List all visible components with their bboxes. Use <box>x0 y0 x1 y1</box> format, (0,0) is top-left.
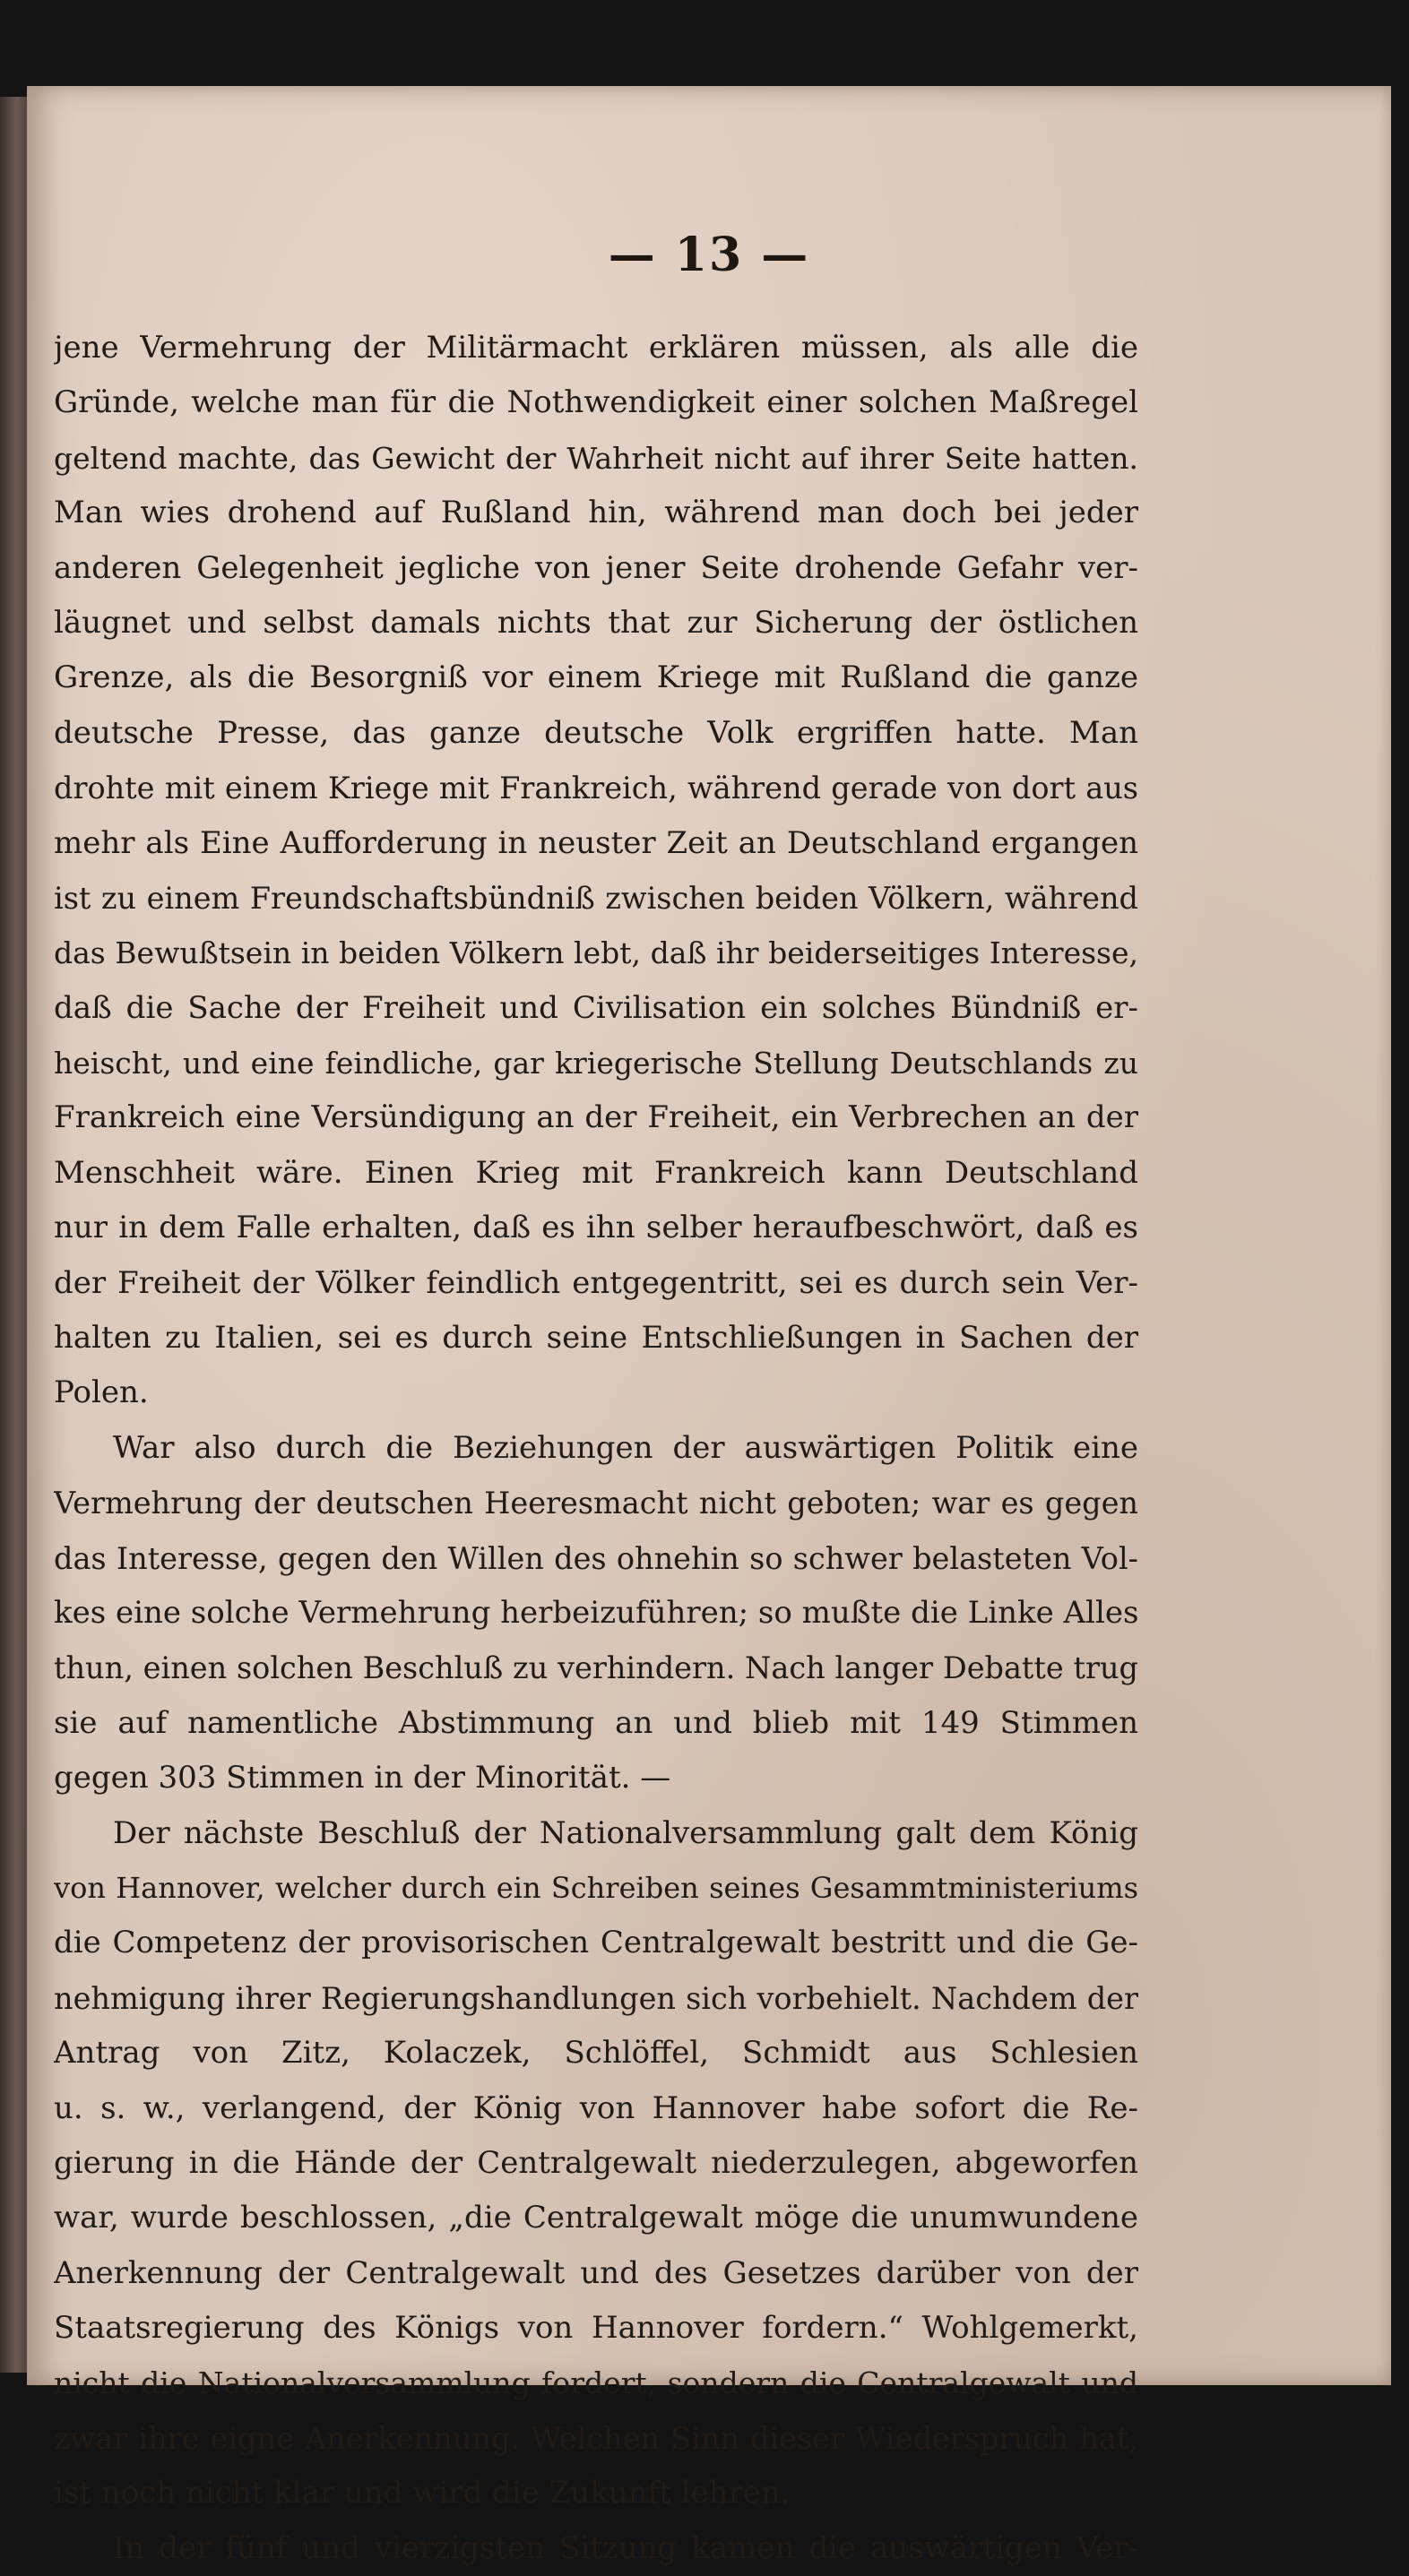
text-line: drohte mit einem Kriege mit Frankreich, während gerade von dort aus <box>54 771 1138 806</box>
text-line: anderen Gelegenheit jegliche von jener Seite drohende Gefahr ver- <box>54 549 1138 586</box>
text-line: Frankreich eine Versündigung an der Freiheit, ein Verbrechen an der <box>54 1099 1138 1136</box>
text-line: Grenze, als die Besorgniß vor einem Kriege mit Rußland die ganze <box>54 659 1138 696</box>
text-line: gegen 303 Stimmen in der Minorität. — <box>54 1760 671 1796</box>
text-line: Antrag von Zitz, Kolaczek, Schlöffel, Schmidt aus Schlesien <box>54 2035 1138 2072</box>
page-number: — 13 — <box>608 228 810 282</box>
text-line: jene Vermehrung der Militärmacht erklären müssen, als alle die <box>54 330 1138 366</box>
book-page <box>27 86 1391 2566</box>
text-line: die Competenz der provisorischen Centralgewalt bestritt und die Ge- <box>54 1925 1138 1961</box>
text-line: Anerkennung der Centralgewalt und des Gesetzes darüber von der <box>54 2254 1138 2291</box>
text-line: Vermehrung der deutschen Heeresmacht nicht geboten; war es gegen <box>54 1486 1138 1521</box>
body-text <box>54 321 1138 2576</box>
text-line: das Interesse, gegen den Willen des ohnehin so schwer belasteten Vol- <box>54 1540 1138 1576</box>
text-line: kes eine solche Vermehrung herbeizuführen; so mußte die Linke Alles <box>54 1594 1138 1631</box>
text-line: halten zu Italien, sei es durch seine Entschließungen in Sachen der <box>54 1320 1138 1357</box>
text-line: ist zu einem Freundschaftsbündniß zwischen beiden Völkern, während <box>54 880 1138 916</box>
text-line: Staatsregierung des Königs von Hannover fordern.“ Wohlgemerkt, <box>54 2310 1138 2347</box>
text-line: zwar ihre eigne Anerkennung. Welchen Sinn dieser Wiederspruch hat, <box>54 2420 1138 2456</box>
text-line: War also durch die Beziehungen der auswärtigen Politik eine <box>113 1429 1138 1466</box>
text-line: Polen. <box>54 1374 149 1411</box>
text-line: Man wies drohend auf Rußland hin, während man doch bei jeder <box>54 495 1138 531</box>
text-line: mehr als Eine Aufforderung in neuster Zeit an Deutschland ergangen <box>54 824 1138 861</box>
text-line: gierung in die Hände der Centralgewalt niederzulegen, abgeworfen <box>54 2144 1138 2181</box>
text-line: von Hannover, welcher durch ein Schreiben seines Gesammtministeriums <box>54 1870 1138 1905</box>
text-line: u. s. w., verlangend, der König von Hannover habe sofort die Re- <box>54 2089 1138 2126</box>
text-line: ist noch nicht klar und wird die Zukunft lehren. <box>54 2475 791 2511</box>
text-line: In der fünf und vierzigsten Sitzung kamen die auswärtigen Ver- <box>113 2529 1138 2566</box>
text-line: der Freiheit der Völker feindlich entgegentritt, sei es durch sein Ver- <box>54 1264 1138 1301</box>
text-line: geltend machte, das Gewicht der Wahrheit nicht auf ihrer Seite hatten. <box>54 440 1138 476</box>
text-line: deutsche Presse, das ganze deutsche Volk ergriffen hatte. Man <box>54 714 1138 751</box>
text-line: Menschheit wäre. Einen Krieg mit Frankreich kann Deutschland <box>54 1154 1138 1191</box>
previous-page-edge <box>0 97 27 2373</box>
text-line: das Bewußtsein in beiden Völkern lebt, daß ihr beiderseitiges Interesse, <box>54 935 1138 971</box>
text-line: Der nächste Beschluß der Nationalversammlung galt dem König <box>113 1814 1138 1851</box>
text-line: heischt, und eine feindliche, gar kriegerische Stellung Deutschlands zu <box>54 1046 1138 1081</box>
text-line: nur in dem Falle erhalten, daß es ihn selber heraufbeschwört, daß es <box>54 1210 1138 1246</box>
text-line: sie auf namentliche Abstimmung an und blieb mit 149 Stimmen <box>54 1704 1138 1741</box>
text-line: war, wurde beschlossen, „die Centralgewalt möge die unumwundene <box>54 2200 1138 2236</box>
text-line: Gründe, welche man für die Nothwendigkeit einer solchen Maßregel <box>54 384 1138 421</box>
text-line: thun, einen solchen Beschluß zu verhindern. Nach langer Debatte trug <box>54 1650 1138 1686</box>
text-line: nehmigung ihrer Regierungshandlungen sich vorbehielt. Nachdem der <box>54 1980 1138 2016</box>
text-line: nicht die Nationalversammlung fordert, sondern die Centralgewalt und <box>54 2365 1138 2401</box>
text-line: daß die Sache der Freiheit und Civilisation ein solches Bündniß er- <box>54 989 1138 1026</box>
text-line: läugnet und selbst damals nichts that zur Sicherung der östlichen <box>54 604 1138 641</box>
